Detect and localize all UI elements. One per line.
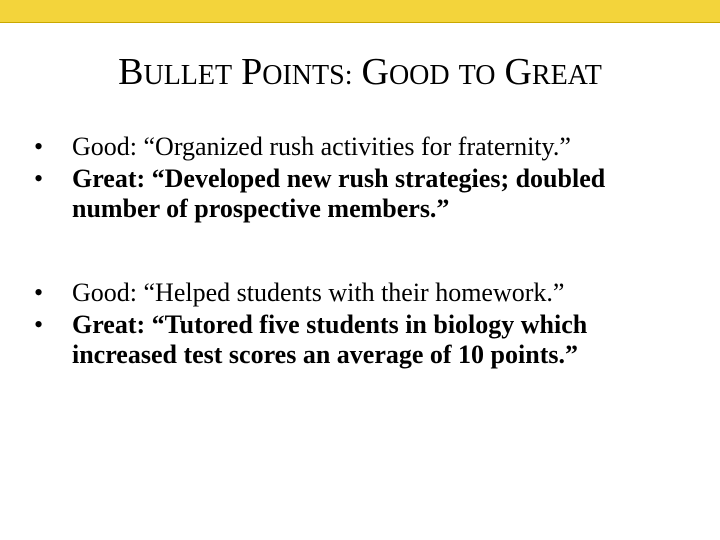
title-word-bullet-rest: ULLET (143, 60, 233, 91)
bullet-spacer (34, 226, 694, 278)
bullet-list (34, 132, 694, 372)
bullet-icon: • (34, 132, 44, 161)
bullet-text: Great: “Developed new rush strategies; doubled number of prospective members.” (72, 164, 606, 223)
title-word-good-initial: G (361, 51, 389, 93)
top-accent-bar (0, 0, 720, 23)
title-word-to: TO (458, 60, 496, 91)
bullet-good-1 (34, 132, 694, 162)
slide-title (0, 52, 720, 96)
bullet-text: Great: “Tutored five students in biology which increased test scores an average of 10 points.” (72, 310, 588, 369)
title-word-great-rest: REAT (531, 60, 602, 91)
bullet-icon: • (34, 164, 44, 193)
title-word-great-initial: G (504, 51, 532, 93)
title-word-bullet-initial: B (118, 51, 144, 93)
title-word-points-rest: OINTS: (262, 60, 353, 91)
title-word-points-initial: P (241, 51, 263, 93)
bullet-icon: • (34, 278, 44, 307)
bullet-icon: • (34, 310, 44, 339)
bullet-good-2 (34, 278, 694, 308)
bullet-great-2 (34, 310, 694, 370)
bullet-text: Good: “Helped students with their homework.” (72, 278, 565, 307)
bullet-great-1 (34, 164, 694, 224)
title-word-good-rest: OOD (388, 60, 450, 91)
bullet-text: Good: “Organized rush activities for fraternity.” (72, 132, 571, 161)
